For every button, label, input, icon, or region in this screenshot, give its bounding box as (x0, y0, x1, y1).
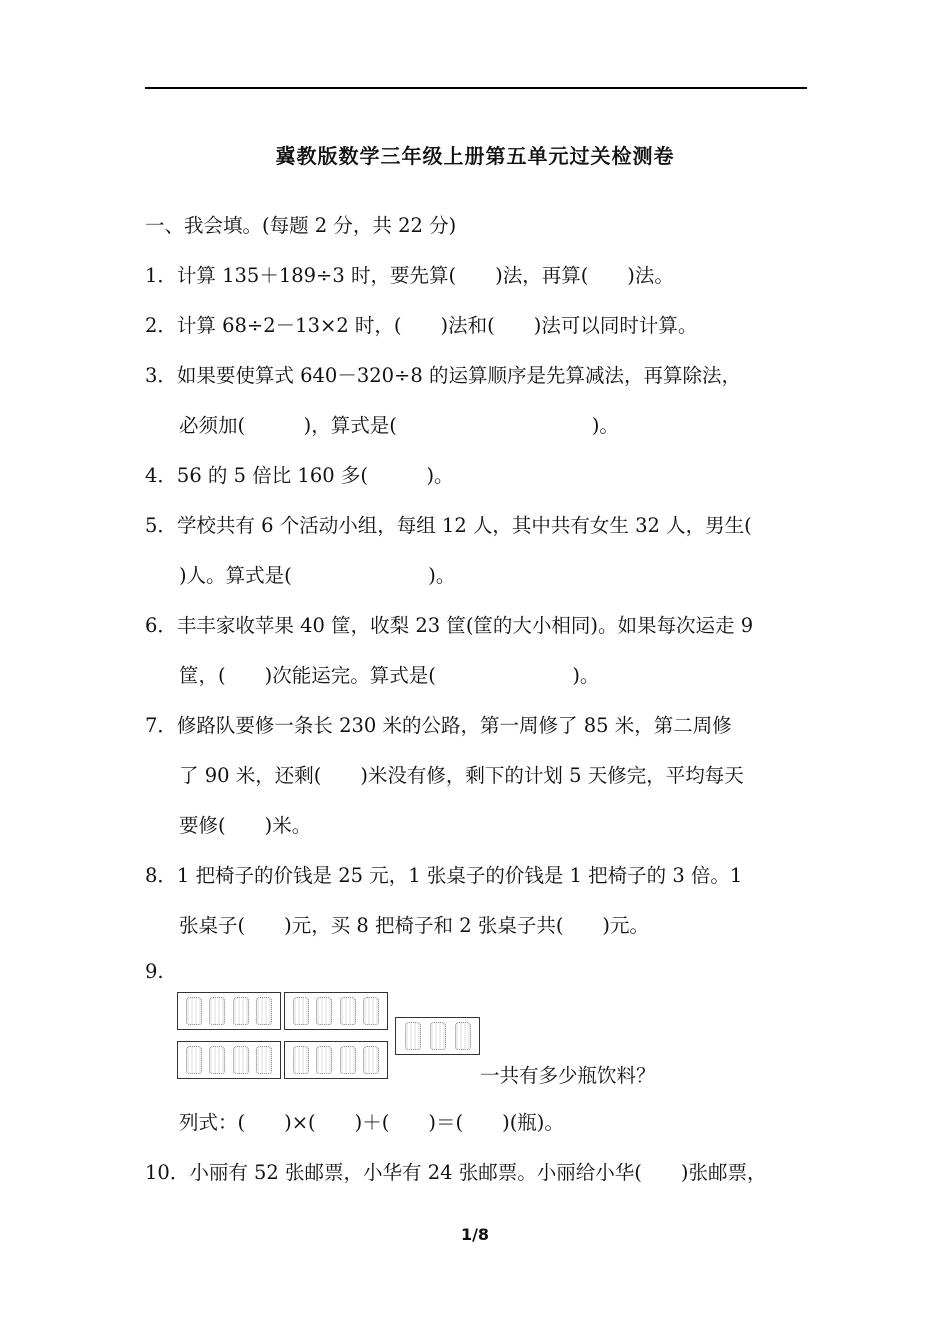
question-7-line-2: 了 90 米，还剩( )米没有修，剩下的计划 5 天修完，平均每天 (179, 764, 744, 787)
bottle-icon (455, 1022, 471, 1050)
bottle-icon (363, 997, 379, 1025)
bottle-icon (293, 997, 309, 1025)
question-8-line-2: 张桌子( )元，买 8 把椅子和 2 张桌子共( )元。 (179, 914, 650, 937)
question-5-line-1: 5．学校共有 6 个活动小组，每组 12 人，其中共有女生 32 人，男生( (145, 514, 752, 537)
bottle-icon (209, 997, 225, 1025)
bottle-icon (209, 1046, 225, 1074)
question-7-line-1: 7．修路队要修一条长 230 米的公路，第一周修了 85 米，第二周修 (145, 714, 732, 737)
bottle-icon (186, 997, 202, 1025)
question-2: 2．计算 68÷2－13×2 时，( )法和( )法可以同时计算。 (145, 314, 698, 337)
question-1: 1．计算 135＋189÷3 时，要先算( )法，再算( )法。 (145, 264, 674, 287)
question-4: 4．56 的 5 倍比 160 多( )。 (145, 464, 454, 487)
bottle-icon (316, 997, 332, 1025)
bottle-partial-crate-image (395, 1017, 480, 1055)
question-8-line-1: 8．1 把椅子的价钱是 25 元，1 张桌子的价钱是 1 把椅子的 3 倍。1 (145, 864, 743, 887)
bottle-icon (316, 1046, 332, 1074)
bottle-icon (186, 1046, 202, 1074)
bottle-icon (256, 997, 272, 1025)
page-number: 1/8 (460, 1225, 490, 1244)
bottle-icon (405, 1022, 421, 1050)
question-9-prompt: 一共有多少瓶饮料？ (480, 1064, 656, 1087)
page-title: 冀教版数学三年级上册第五单元过关检测卷 (275, 144, 675, 168)
question-5-line-2: )人。算式是( )。 (179, 564, 456, 587)
bottle-icon (340, 1046, 356, 1074)
bottle-icon (233, 997, 249, 1025)
bottle-icon (430, 1022, 446, 1050)
question-6-line-1: 6．丰丰家收苹果 40 筐，收梨 23 筐(筐的大小相同)。如果每次运走 9 (145, 614, 754, 637)
section-heading: 一、我会填。(每题 2 分，共 22 分) (145, 214, 457, 237)
header-rule (145, 87, 807, 89)
question-10: 10．小丽有 52 张邮票，小华有 24 张邮票。小丽给小华( )张邮票， (145, 1161, 767, 1184)
question-9-formula: 列式：( )×( )＋( )＝( )(瓶)。 (179, 1111, 564, 1134)
bottle-crate-image (284, 1041, 388, 1079)
bottle-icon (340, 997, 356, 1025)
question-9-number: 9. (145, 960, 164, 983)
question-7-line-3: 要修( )米。 (179, 814, 312, 837)
question-3-line-1: 3．如果要使算式 640－320÷8 的运算顺序是先算减法，再算除法， (145, 364, 741, 387)
bottle-icon (233, 1046, 249, 1074)
bottle-icon (363, 1046, 379, 1074)
bottle-crate-image (177, 992, 281, 1030)
bottle-icon (256, 1046, 272, 1074)
question-3-line-2: 必须加( )，算式是( )。 (179, 414, 619, 437)
question-6-line-2: 筐，( )次能运完。算式是( )。 (179, 664, 600, 687)
bottle-crate-image (177, 1041, 281, 1079)
bottle-icon (293, 1046, 309, 1074)
bottle-crate-image (284, 992, 388, 1030)
